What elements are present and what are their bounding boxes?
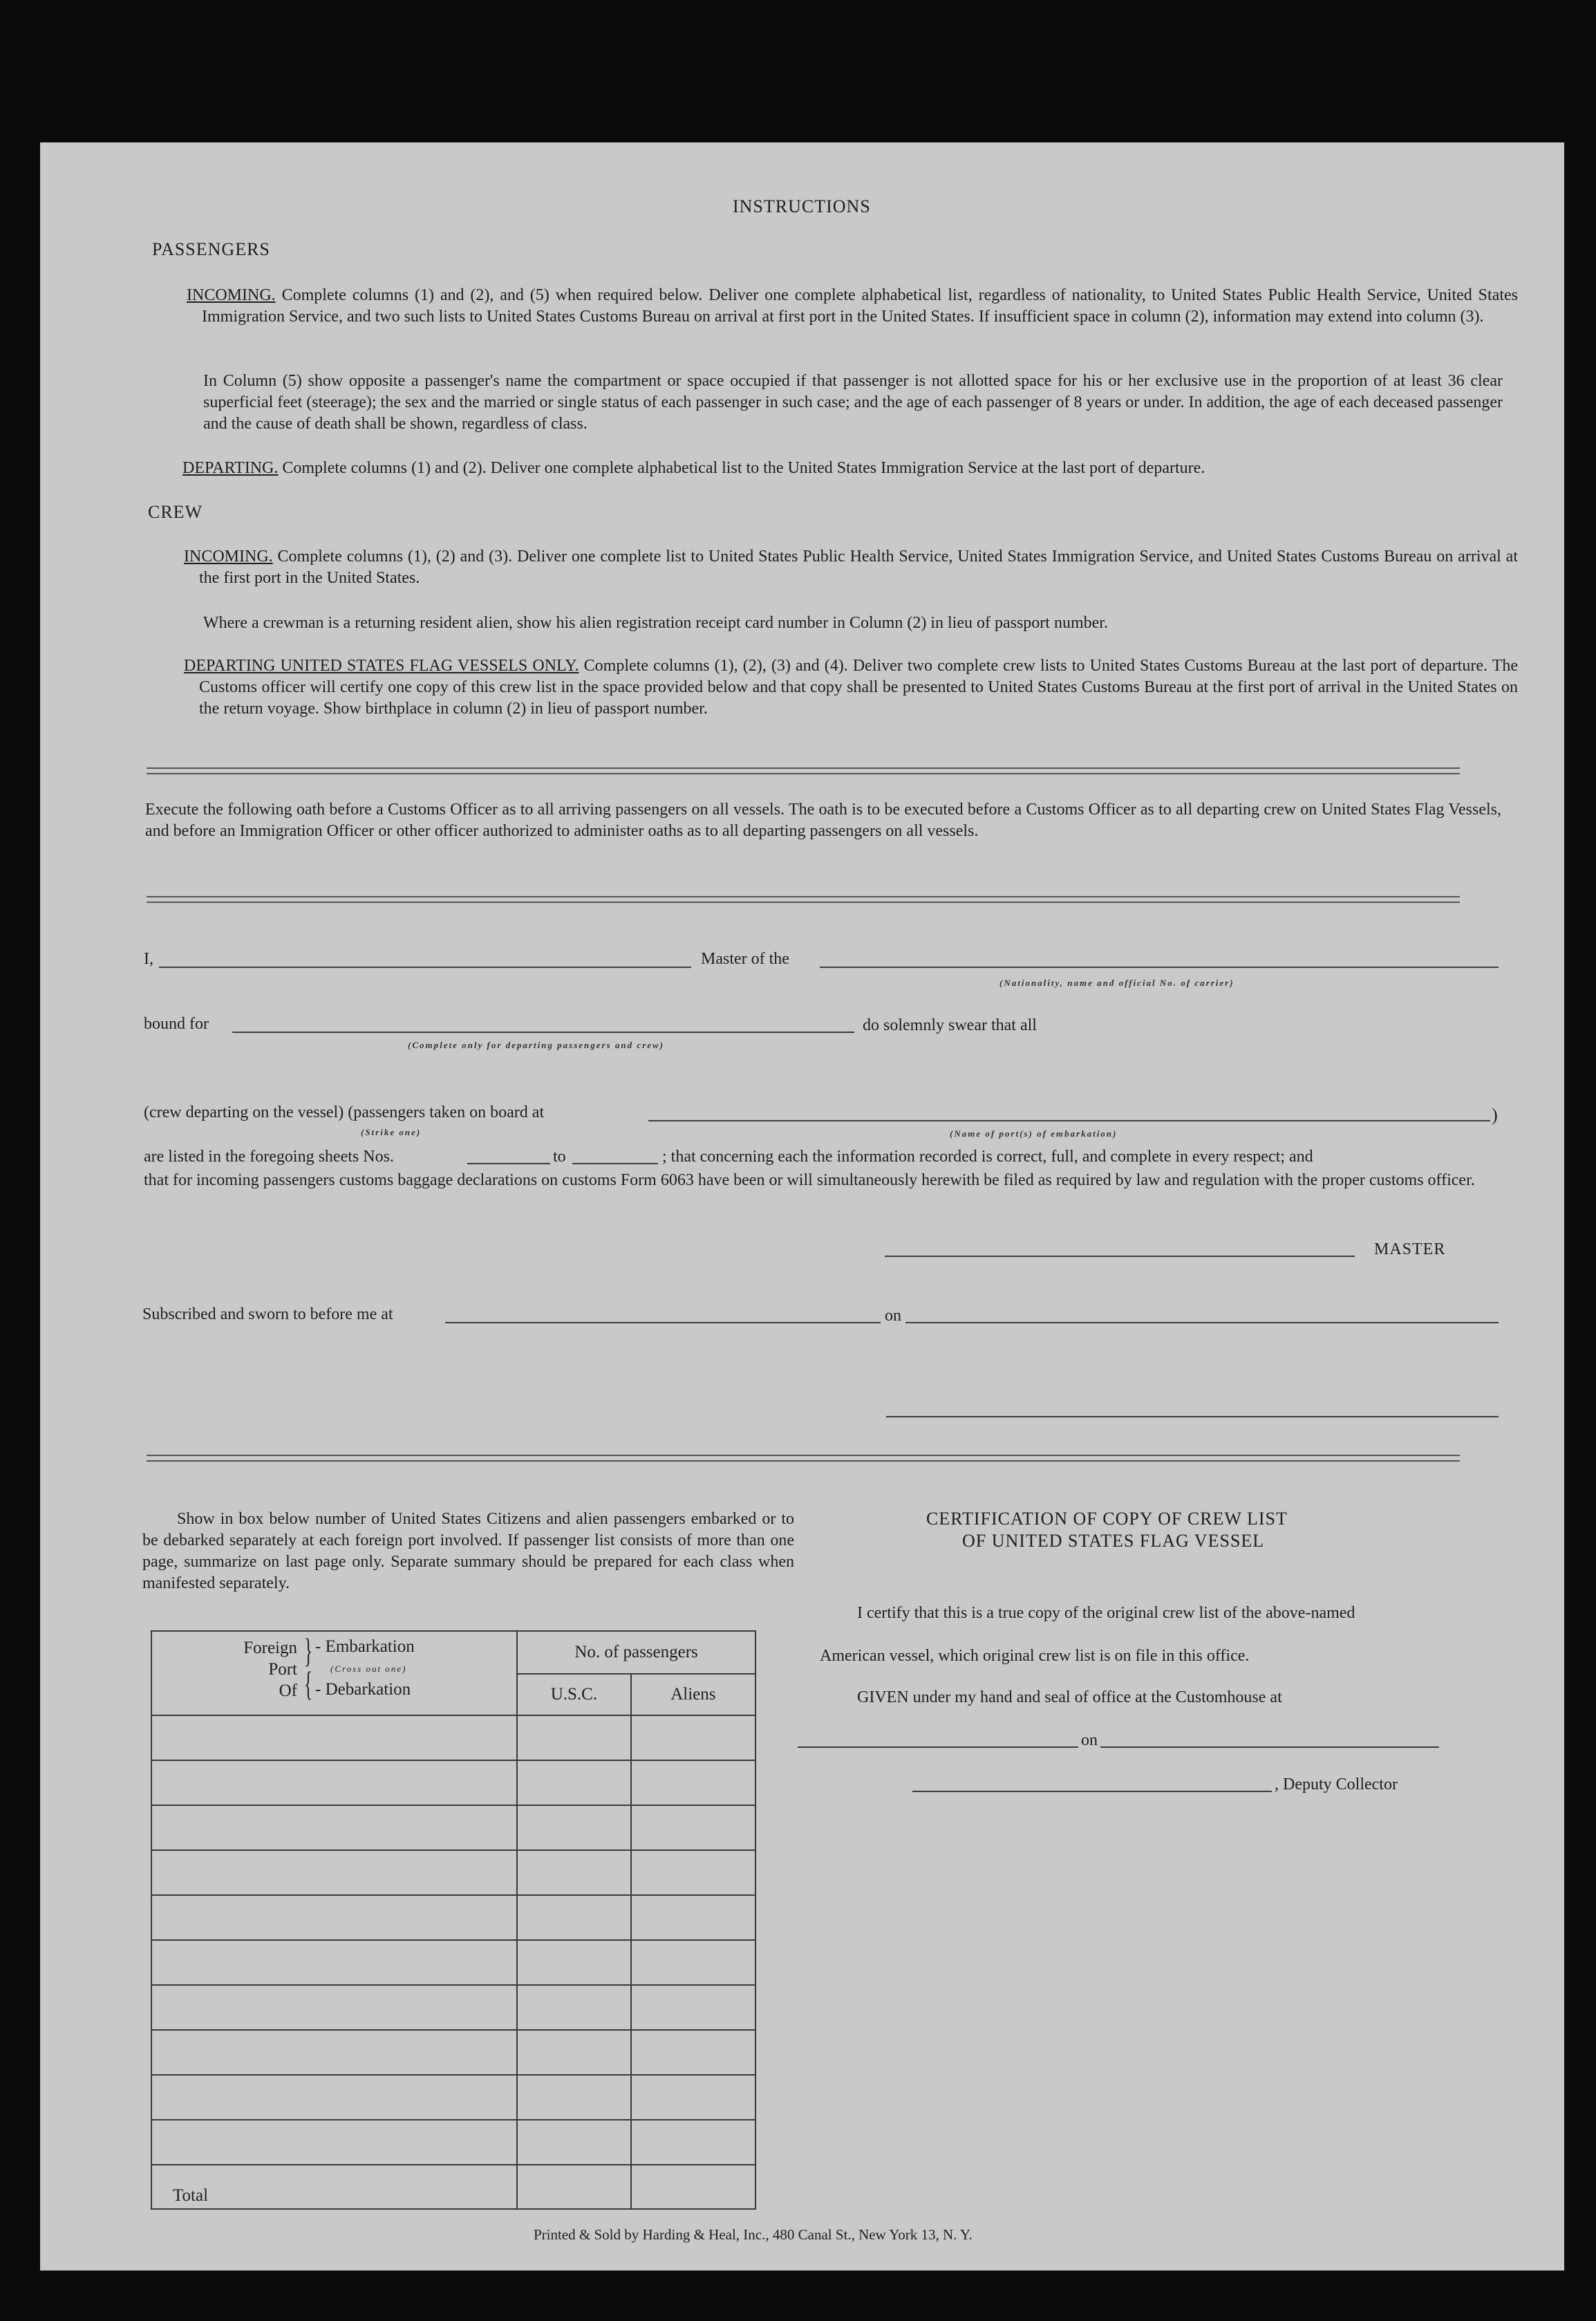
port-cell[interactable] xyxy=(151,2120,517,2165)
aliens-cell[interactable] xyxy=(631,2075,755,2120)
oath-execute-paragraph: Execute the following oath before a Customs Officer as to all arriving passengers on all vessels. The oath is to be executed before a Customs Officer as to all departing crew on United States Flag Vessels, and before an Immigration Officer or other officer authorized to administer oaths as to all departing passengers on all vessels. xyxy=(145,801,1501,840)
aliens-cell[interactable] xyxy=(631,1715,755,1760)
port-cell[interactable] xyxy=(151,1940,517,1985)
embarkation-label: - Embarkation xyxy=(315,1637,415,1656)
cross-out-caption: (Cross out one) xyxy=(330,1663,407,1674)
aliens-header: Aliens xyxy=(631,1674,755,1715)
no-passengers-header: No. of passengers xyxy=(517,1631,755,1674)
aliens-cell[interactable] xyxy=(631,1895,755,1940)
crew-departing-label: (crew departing on the vessel) (passengers taken on board at xyxy=(144,1103,545,1121)
customhouse-place-field[interactable] xyxy=(798,1746,1078,1748)
certification-title-line1: CERTIFICATION OF COPY OF CREW LIST xyxy=(926,1509,1288,1529)
strike-one-caption: (Strike one) xyxy=(361,1127,422,1137)
passengers-departing-label: DEPARTING. xyxy=(182,459,279,477)
table-row xyxy=(151,1940,755,1985)
summary-instructions: Show in box below number of United States Citizens and alien passengers embarked or to be debarked separately at each foreign port involved. If passenger list consists of more than one page, summarize on last page only. Separate summary should be prepared for each class when manifested separately. xyxy=(142,1510,794,1592)
certify-line2: American vessel, which original crew list is on file in this office. xyxy=(820,1647,1250,1665)
port-cell[interactable] xyxy=(151,1895,517,1940)
deputy-signature-field[interactable] xyxy=(912,1791,1272,1792)
crew-departing-paragraph xyxy=(184,655,1518,720)
total-row xyxy=(151,2165,755,2209)
aliens-cell[interactable] xyxy=(631,1940,755,1985)
crew-incoming-label: INCOMING. xyxy=(184,548,273,566)
passengers-heading: PASSENGERS xyxy=(152,239,270,259)
master-name-field[interactable] xyxy=(159,967,691,968)
sheet-from-field[interactable] xyxy=(467,1163,550,1164)
usc-header: U.S.C. xyxy=(517,1674,631,1715)
usc-cell[interactable] xyxy=(517,1850,631,1895)
port-cell[interactable] xyxy=(151,1850,517,1895)
concerning-text: ; that concerning each the information recorded is correct, full, and complete in every respect; and xyxy=(662,1148,1313,1166)
table-row xyxy=(151,2120,755,2165)
usc-cell[interactable] xyxy=(517,2120,631,2165)
close-paren: ) xyxy=(1492,1105,1498,1125)
passenger-summary-table xyxy=(151,1630,756,2210)
table-row xyxy=(151,1895,755,1940)
subscribed-place-field[interactable] xyxy=(445,1322,881,1323)
master-signature-field[interactable] xyxy=(885,1256,1355,1257)
officer-signature-field[interactable] xyxy=(886,1416,1499,1417)
aliens-cell[interactable] xyxy=(631,2120,755,2165)
table-row xyxy=(151,1805,755,1850)
certify-line1: I certify that this is a true copy of the original crew list of the above-named xyxy=(857,1604,1355,1622)
returning-alien-paragraph: Where a crewman is a returning resident alien, show his alien registration receipt card number in Column (2) in lieu of passport number. xyxy=(203,614,1108,632)
section-divider xyxy=(147,1455,1460,1462)
usc-cell[interactable] xyxy=(517,1805,631,1850)
usc-cell[interactable] xyxy=(517,1940,631,1985)
brace-icon: } xyxy=(304,1631,312,1670)
sheet-to-field[interactable] xyxy=(572,1163,658,1164)
subscribed-date-field[interactable] xyxy=(905,1322,1499,1323)
passengers-incoming-paragraph xyxy=(187,285,1518,328)
port-cell[interactable] xyxy=(151,2030,517,2075)
crew-departing-text: Complete columns (1), (2), (3) and (4). Deliver two complete crew lists to United States Customs Bureau at the last port of departure. The Customs officer will certify one copy of this crew list in the space provided below and that copy shall be presented to United States Customs Bureau at the first port of arrival in the United States on the return voyage. Show birthplace in column (2) in lieu of passport number. xyxy=(199,657,1519,718)
vessel-field[interactable] xyxy=(820,967,1499,968)
bound-for-label: bound for xyxy=(144,1015,209,1033)
ports-caption: (Name of port(s) of embarkation) xyxy=(950,1128,1118,1139)
given-text: GIVEN under my hand and seal of office at the Customhouse at xyxy=(857,1688,1282,1706)
aliens-cell[interactable] xyxy=(631,2030,755,2075)
i-label: I, xyxy=(144,950,153,968)
total-usc-cell[interactable] xyxy=(517,2165,631,2209)
total-aliens-cell[interactable] xyxy=(631,2165,755,2209)
usc-cell[interactable] xyxy=(517,2075,631,2120)
table-row xyxy=(151,1760,755,1805)
subscribed-on-label: on xyxy=(885,1307,901,1325)
sheets-label: are listed in the foregoing sheets Nos. xyxy=(144,1148,394,1166)
foreign-port-header xyxy=(151,1631,517,1715)
total-label: Total xyxy=(151,2165,517,2209)
foreign-port-label: Foreign Port Of xyxy=(243,1639,297,1700)
usc-cell[interactable] xyxy=(517,1985,631,2030)
embarkation-port-field[interactable] xyxy=(648,1120,1490,1121)
port-cell[interactable] xyxy=(151,2075,517,2120)
deputy-collector-label: , Deputy Collector xyxy=(1275,1775,1398,1793)
table-row xyxy=(151,2030,755,2075)
usc-cell[interactable] xyxy=(517,1895,631,1940)
printer-footer: Printed & Sold by Harding & Heal, Inc., 480 Canal St., New York 13, N. Y. xyxy=(534,2226,973,2243)
page-title: INSTRUCTIONS xyxy=(733,196,871,216)
complete-only-caption: (Complete only for departing passengers and crew) xyxy=(408,1040,664,1050)
crew-departing-label: DEPARTING UNITED STATES FLAG VESSELS ONLY. xyxy=(184,657,579,675)
crew-heading: CREW xyxy=(148,502,203,522)
passengers-departing-text: Complete columns (1) and (2). Deliver one complete alphabetical list to the United States Immigration Service at the last port of departure. xyxy=(282,459,1205,477)
port-cell[interactable] xyxy=(151,1760,517,1805)
aliens-cell[interactable] xyxy=(631,1760,755,1805)
bound-for-field[interactable] xyxy=(232,1032,854,1033)
usc-cell[interactable] xyxy=(517,1715,631,1760)
usc-cell[interactable] xyxy=(517,1760,631,1805)
port-cell[interactable] xyxy=(151,1985,517,2030)
table-row xyxy=(151,2075,755,2120)
aliens-cell[interactable] xyxy=(631,1985,755,2030)
passengers-incoming-text: Complete columns (1) and (2), and (5) when required below. Deliver one complete alphabetical list, regardless of nationality, to United States Public Health Service, United States Immigration Service, and two such lists to United States Customs Bureau on arrival at first port in the United States. If insufficient space in column (2), information may extend into column (3). xyxy=(202,286,1519,326)
subscribed-label: Subscribed and sworn to before me at xyxy=(142,1305,393,1323)
oath-continuation: that for incoming passengers customs baggage declarations on customs Form 6063 have been or will simultaneously herewith be filed as required by law and regulation with the proper customs officer. xyxy=(144,1171,1475,1189)
passengers-departing-paragraph xyxy=(182,458,1503,479)
to-label: to xyxy=(553,1148,566,1166)
aliens-cell[interactable] xyxy=(631,1850,755,1895)
section-divider xyxy=(147,767,1460,774)
aliens-cell[interactable] xyxy=(631,1805,755,1850)
certification-title-line2: OF UNITED STATES FLAG VESSEL xyxy=(962,1531,1265,1551)
certification-on-label: on xyxy=(1081,1731,1098,1749)
crew-incoming-paragraph xyxy=(184,546,1518,589)
crew-incoming-text: Complete columns (1), (2) and (3). Deliver one complete list to United States Public Health Service, United States Immigration Service, and United States Customs Bureau on arrival at the first port in the United States. xyxy=(199,548,1518,587)
master-of-label: Master of the xyxy=(701,950,789,968)
brace-icon: { xyxy=(304,1664,312,1703)
swear-label: do solemnly swear that all xyxy=(863,1016,1037,1034)
section-divider xyxy=(147,896,1460,903)
master-label: MASTER xyxy=(1374,1240,1446,1258)
column5-paragraph: In Column (5) show opposite a passenger's name the compartment or space occupied if that passenger is not allotted space for his or her exclusive use in the proportion of at least 36 clear superficial feet (steerage); the sex and the married or single status of each passenger in such case; and the age of each passenger of 8 years or under. In addition, the age of each deceased passenger and the cause of death shall be shown, regardless of class. xyxy=(203,372,1503,433)
debarkation-label: - Debarkation xyxy=(315,1680,411,1699)
port-cell[interactable] xyxy=(151,1715,517,1760)
form-page xyxy=(40,142,1564,2271)
port-cell[interactable] xyxy=(151,1805,517,1850)
usc-cell[interactable] xyxy=(517,2030,631,2075)
table-row xyxy=(151,1985,755,2030)
nationality-caption: (Nationality, name and official No. of carrier) xyxy=(999,978,1234,988)
table-row xyxy=(151,1850,755,1895)
table-row xyxy=(151,1715,755,1760)
certification-date-field[interactable] xyxy=(1100,1746,1439,1748)
passengers-incoming-label: INCOMING. xyxy=(187,286,276,304)
